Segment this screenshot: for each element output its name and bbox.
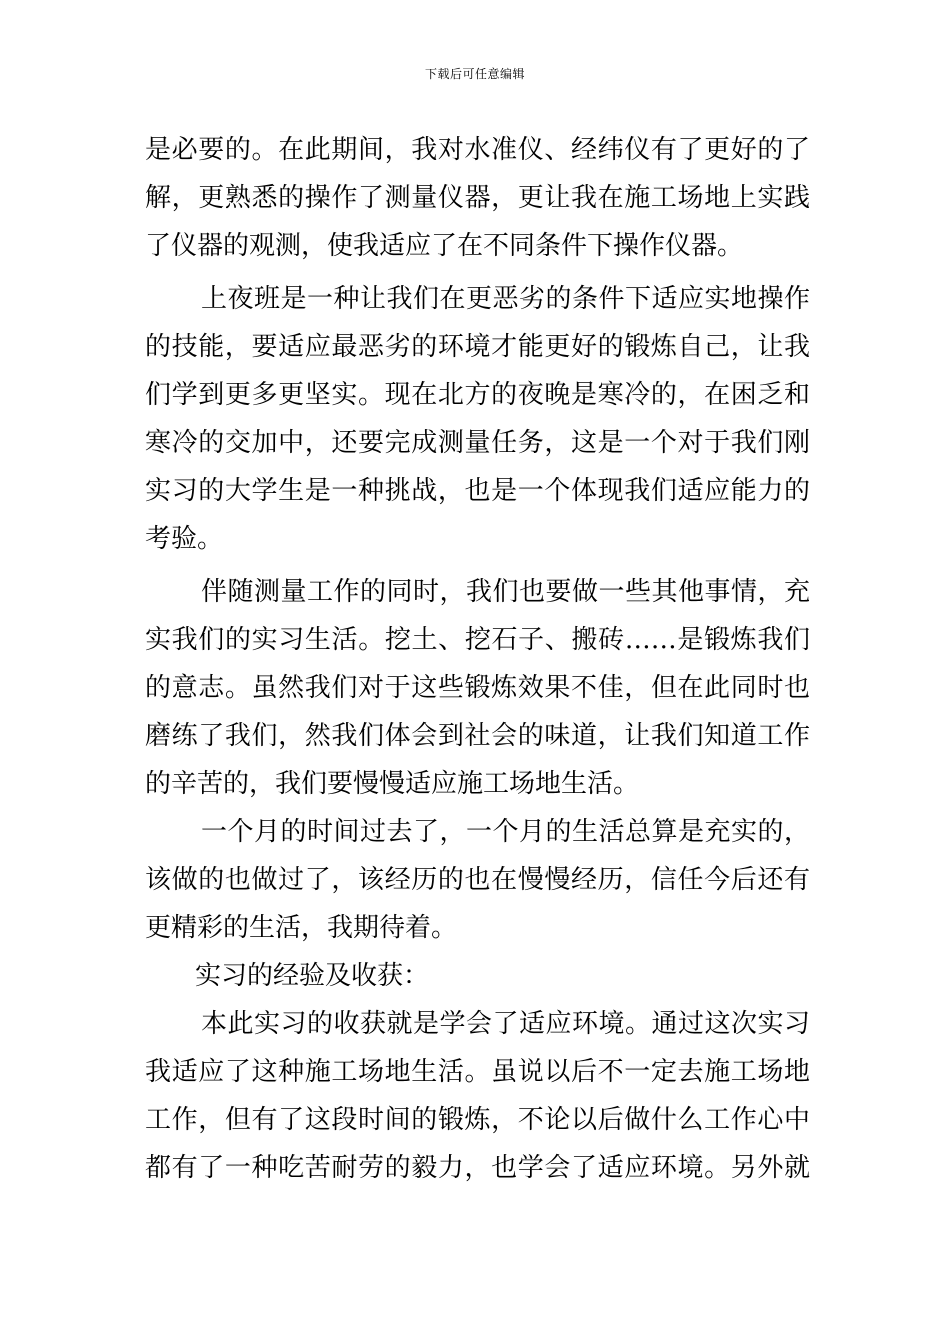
document-body	[145, 126, 810, 1192]
text-line: 我适应了这种施工场地生活。虽说以后不一定去施工场地	[145, 1057, 810, 1087]
paragraph	[145, 126, 810, 270]
paragraph	[145, 1000, 810, 1192]
text-line: 实我们的实习生活。挖土、挖石子、搬砖……是锻炼我们	[145, 625, 810, 655]
text-line: 伴随测量工作的同时，我们也要做一些其他事情，充	[201, 577, 810, 607]
section-heading: 实习的经验及收获：	[195, 961, 430, 991]
text-line: 们学到更多更坚实。现在北方的夜晚是寒冷的，在困乏和	[145, 380, 810, 410]
page-header-note: 下载后可任意编辑	[424, 67, 525, 81]
text-line: 工作，但有了这段时间的锻炼，不论以后做什么工作心中	[145, 1105, 810, 1135]
text-line: 一个月的时间过去了，一个月的生活总算是充实的，	[201, 817, 810, 847]
text-line: 的意志。虽然我们对于这些锻炼效果不佳，但在此同时也	[145, 673, 810, 703]
text-line: 的辛苦的，我们要慢慢适应施工场地生活。	[145, 769, 640, 799]
text-line: 都有了一种吃苦耐劳的毅力，也学会了适应环境。另外就	[145, 1153, 810, 1183]
text-line: 寒冷的交加中，还要完成测量任务，这是一个对于我们刚	[145, 428, 810, 458]
paragraph	[145, 568, 810, 808]
text-line: 更精彩的生活，我期待着。	[145, 913, 458, 943]
text-line: 实习的大学生是一种挑战，也是一个体现我们适应能力的	[145, 476, 810, 506]
text-line: 的技能，要适应最恶劣的环境才能更好的锻炼自己，让我	[145, 332, 810, 362]
section-heading-block	[145, 952, 810, 1000]
text-line: 考验。	[145, 524, 224, 554]
text-line: 该做的也做过了，该经历的也在慢慢经历，信任今后还有	[145, 865, 810, 895]
text-line: 上夜班是一种让我们在更恶劣的条件下适应实地操作	[201, 284, 810, 314]
text-line: 是必要的。在此期间，我对水准仪、经纬仪有了更好的了	[145, 135, 810, 165]
paragraph	[145, 275, 810, 563]
paragraph	[145, 808, 810, 952]
text-line: 解，更熟悉的操作了测量仪器，更让我在施工场地上实践	[145, 183, 810, 213]
text-line: 磨练了我们，然我们体会到社会的味道，让我们知道工作	[145, 721, 810, 751]
text-line: 本此实习的收获就是学会了适应环境。通过这次实习	[201, 1009, 810, 1039]
text-line: 了仪器的观测，使我适应了在不同条件下操作仪器。	[145, 231, 744, 261]
